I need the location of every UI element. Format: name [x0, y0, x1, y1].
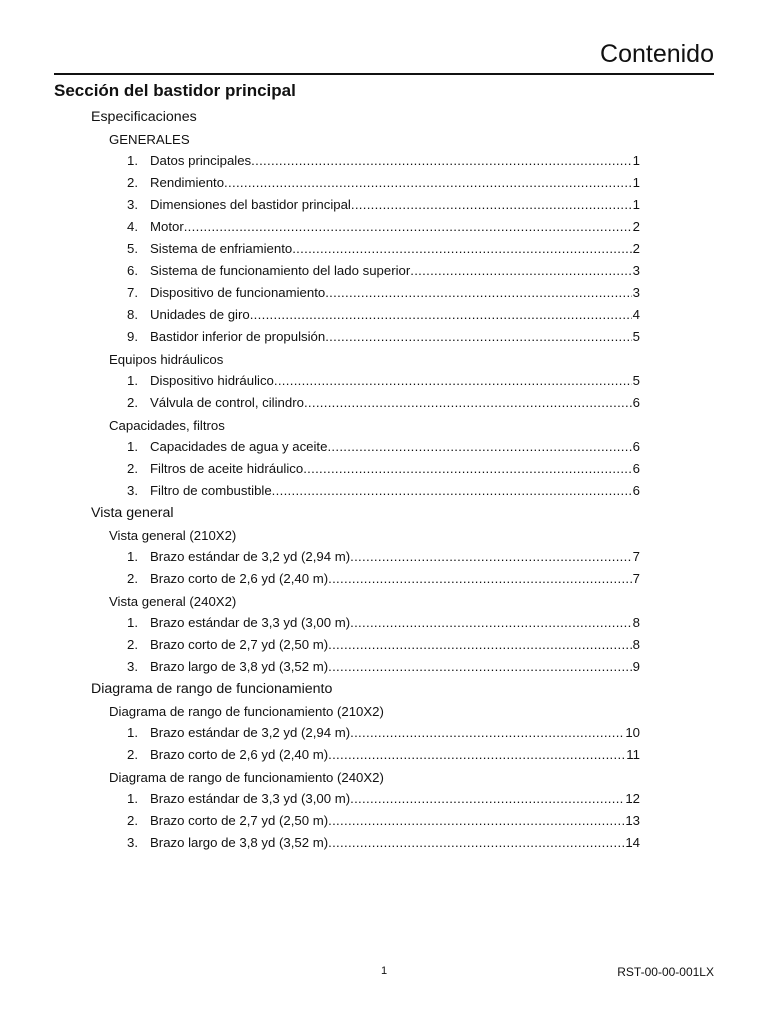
toc-entry-number: 1.: [127, 439, 138, 454]
toc-entry-title: Rendimiento: [150, 175, 225, 190]
toc-group-heading: Diagrama de rango de funcionamiento: [91, 681, 333, 697]
toc-entry[interactable]: [127, 304, 640, 326]
toc-entry-page: 6: [632, 439, 640, 454]
toc-entry[interactable]: [127, 326, 640, 348]
toc-entry-title: Sistema de funcionamiento del lado superior: [150, 263, 411, 278]
toc-entry-title: Brazo corto de 2,7 yd (2,50 m): [150, 813, 329, 828]
toc-subgroup-heading: Diagrama de rango de funcionamiento (210X2): [109, 704, 384, 719]
toc-entry[interactable]: [127, 436, 640, 458]
toc-dot-leader: [327, 436, 631, 458]
toc-dot-leader: [350, 722, 624, 744]
toc-entry[interactable]: [127, 480, 640, 502]
toc-entry-title: Brazo estándar de 3,2 yd (2,94 m): [150, 725, 351, 740]
table-of-contents: [0, 106, 768, 854]
toc-dot-leader: [224, 172, 632, 194]
toc-entry[interactable]: [127, 568, 640, 590]
toc-dot-leader: [304, 392, 632, 414]
toc-entry-page: 2: [632, 241, 640, 256]
toc-entry-page: 8: [632, 637, 640, 652]
toc-entry-title: Dispositivo hidráulico: [150, 373, 274, 388]
toc-entry[interactable]: [127, 282, 640, 304]
toc-subgroup-heading: Diagrama de rango de funcionamiento (240X2): [109, 770, 384, 785]
page-title: Contenido: [600, 40, 714, 68]
toc-entry-number: 8.: [127, 307, 138, 322]
toc-entry[interactable]: [127, 832, 640, 854]
toc-entry-page: 12: [625, 791, 640, 806]
toc-entry-page: 14: [625, 835, 640, 850]
toc-entry-number: 3.: [127, 659, 138, 674]
toc-entry-number: 3.: [127, 483, 138, 498]
toc-entry-number: 6.: [127, 263, 138, 278]
toc-entry-page: 7: [632, 549, 640, 564]
toc-entry-page: 13: [625, 813, 640, 828]
toc-dot-leader: [328, 656, 632, 678]
toc-dot-leader: [350, 612, 632, 634]
toc-entry[interactable]: [127, 458, 640, 480]
toc-entry-title: Unidades de giro: [150, 307, 250, 322]
toc-entry[interactable]: [127, 238, 640, 260]
toc-subgroup-heading: GENERALES: [109, 132, 190, 147]
toc-dot-leader: [328, 810, 624, 832]
toc-dot-leader: [251, 150, 632, 172]
toc-dot-leader: [328, 634, 632, 656]
toc-entry-number: 9.: [127, 329, 138, 344]
toc-entry[interactable]: [127, 744, 640, 766]
toc-entry-title: Brazo estándar de 3,2 yd (2,94 m): [150, 549, 351, 564]
toc-dot-leader: [351, 194, 632, 216]
toc-subgroup-heading: Vista general (240X2): [109, 594, 237, 609]
toc-dot-leader: [184, 216, 632, 238]
toc-entry-title: Brazo corto de 2,7 yd (2,50 m): [150, 637, 329, 652]
toc-dot-leader: [325, 326, 631, 348]
toc-entry-page: 9: [632, 659, 640, 674]
toc-entry-page: 3: [632, 263, 640, 278]
toc-entry-number: 2.: [127, 461, 138, 476]
toc-entry[interactable]: [127, 612, 640, 634]
toc-entry-title: Brazo largo de 3,8 yd (3,52 m): [150, 659, 329, 674]
toc-entry[interactable]: [127, 216, 640, 238]
toc-entry-number: 4.: [127, 219, 138, 234]
toc-dot-leader: [350, 788, 624, 810]
toc-entry-title: Brazo corto de 2,6 yd (2,40 m): [150, 571, 329, 586]
toc-subgroup-heading: Capacidades, filtros: [109, 418, 225, 433]
toc-entry-page: 8: [632, 615, 640, 630]
toc-entry-page: 10: [625, 725, 640, 740]
toc-entry[interactable]: [127, 194, 640, 216]
toc-entry-number: 2.: [127, 175, 138, 190]
toc-entry-page: 3: [632, 285, 640, 300]
toc-entry-title: Dispositivo de funcionamiento: [150, 285, 326, 300]
toc-entry-number: 3.: [127, 835, 138, 850]
toc-entry-page: 2: [632, 219, 640, 234]
toc-entry[interactable]: [127, 722, 640, 744]
toc-dot-leader: [303, 458, 631, 480]
toc-entry[interactable]: [127, 634, 640, 656]
toc-dot-leader: [328, 568, 632, 590]
toc-entry-page: 11: [626, 747, 640, 762]
toc-entry-number: 7.: [127, 285, 138, 300]
toc-entry-number: 2.: [127, 747, 138, 762]
toc-entry-title: Sistema de enfriamiento: [150, 241, 293, 256]
footer-page-number: 1: [381, 965, 388, 977]
toc-dot-leader: [274, 370, 632, 392]
toc-entry-number: 1.: [127, 373, 138, 388]
toc-dot-leader: [328, 744, 625, 766]
toc-entry-page: 6: [632, 395, 640, 410]
toc-entry-title: Capacidades de agua y aceite: [150, 439, 328, 454]
toc-entry-number: 5.: [127, 241, 138, 256]
section-title: Sección del bastidor principal: [54, 81, 296, 100]
toc-entry-number: 1.: [127, 615, 138, 630]
toc-entry-number: 2.: [127, 637, 138, 652]
toc-entry-title: Brazo estándar de 3,3 yd (3,00 m): [150, 615, 351, 630]
toc-group-heading: Vista general: [91, 505, 174, 521]
toc-entry[interactable]: [127, 172, 640, 194]
toc-entry-number: 1.: [127, 153, 138, 168]
toc-entry[interactable]: [127, 150, 640, 172]
toc-entry-title: Datos principales: [150, 153, 252, 168]
toc-dot-leader: [325, 282, 631, 304]
toc-entry-page: 6: [632, 483, 640, 498]
header-rule: [54, 73, 714, 75]
toc-entry-page: 1: [632, 197, 640, 212]
toc-entry-title: Brazo largo de 3,8 yd (3,52 m): [150, 835, 329, 850]
toc-entry-title: Brazo corto de 2,6 yd (2,40 m): [150, 747, 329, 762]
toc-entry-number: 3.: [127, 197, 138, 212]
toc-entry-page: 7: [632, 571, 640, 586]
toc-entry-page: 6: [632, 461, 640, 476]
toc-group-heading: Especificaciones: [91, 109, 197, 125]
toc-entry-page: 1: [632, 153, 640, 168]
toc-entry-page: 4: [632, 307, 640, 322]
toc-entry-title: Filtro de combustible: [150, 483, 272, 498]
footer-doc-code: RST-00-00-001LX: [617, 965, 714, 979]
toc-entry-title: Bastidor inferior de propulsión: [150, 329, 326, 344]
toc-entry-page: 1: [632, 175, 640, 190]
toc-entry[interactable]: [127, 392, 640, 414]
toc-dot-leader: [410, 260, 631, 282]
toc-entry[interactable]: [127, 260, 640, 282]
toc-entry-number: 1.: [127, 549, 138, 564]
toc-dot-leader: [328, 832, 624, 854]
toc-entry-page: 5: [632, 373, 640, 388]
toc-entry[interactable]: [127, 656, 640, 678]
toc-dot-leader: [292, 238, 631, 260]
toc-dot-leader: [250, 304, 632, 326]
toc-entry-page: 5: [632, 329, 640, 344]
toc-subgroup-heading: Vista general (210X2): [109, 528, 237, 543]
toc-entry-title: Motor: [150, 219, 184, 234]
toc-entry-number: 1.: [127, 725, 138, 740]
toc-entry[interactable]: [127, 810, 640, 832]
toc-entry[interactable]: [127, 546, 640, 568]
toc-entry-title: Dimensiones del bastidor principal: [150, 197, 351, 212]
toc-entry-number: 1.: [127, 791, 138, 806]
toc-entry-number: 2.: [127, 571, 138, 586]
toc-entry-title: Brazo estándar de 3,3 yd (3,00 m): [150, 791, 351, 806]
toc-dot-leader: [272, 480, 632, 502]
toc-entry-title: Filtros de aceite hidráulico: [150, 461, 304, 476]
toc-entry-number: 2.: [127, 395, 138, 410]
toc-entry[interactable]: [127, 788, 640, 810]
toc-dot-leader: [350, 546, 632, 568]
toc-entry[interactable]: [127, 370, 640, 392]
toc-entry-number: 2.: [127, 813, 138, 828]
toc-subgroup-heading: Equipos hidráulicos: [109, 352, 224, 367]
toc-entry-title: Válvula de control, cilindro: [150, 395, 304, 410]
